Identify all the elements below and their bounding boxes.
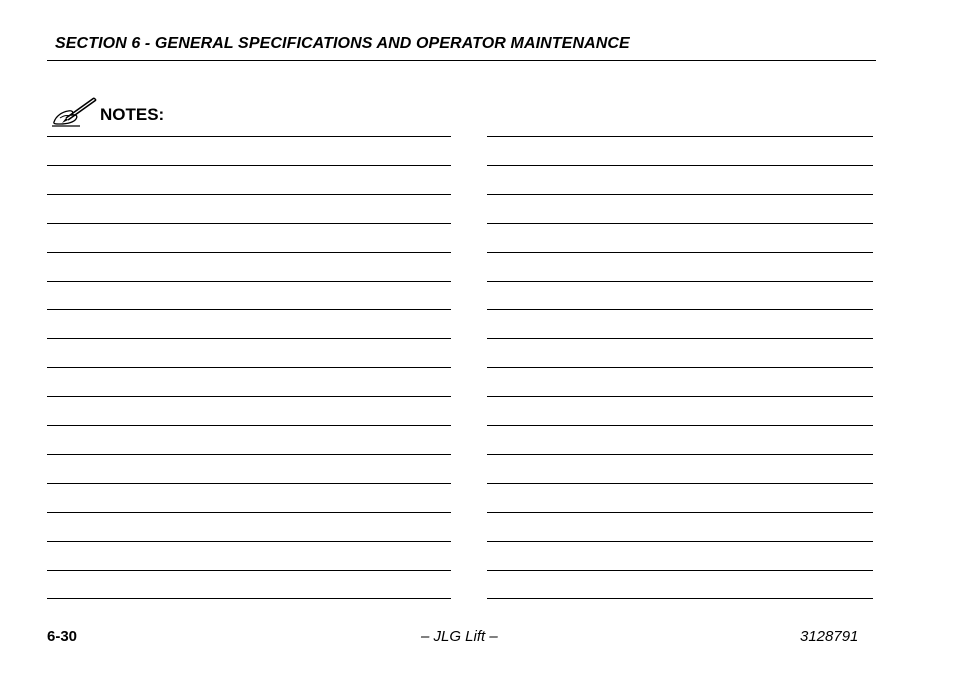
note-line-right bbox=[487, 425, 873, 426]
note-line-left bbox=[47, 541, 451, 542]
note-line-left bbox=[47, 223, 451, 224]
document-number: 3128791 bbox=[800, 628, 859, 645]
note-line-left bbox=[47, 136, 451, 137]
note-line-left bbox=[47, 512, 451, 513]
note-line-left bbox=[47, 252, 451, 253]
note-line-left bbox=[47, 165, 451, 166]
note-line-left bbox=[47, 281, 451, 282]
note-line-left bbox=[47, 483, 451, 484]
note-line-right bbox=[487, 570, 873, 571]
note-line-right bbox=[487, 396, 873, 397]
notes-title: NOTES: bbox=[100, 105, 165, 124]
note-line-left bbox=[47, 194, 451, 195]
note-line-left bbox=[47, 338, 451, 339]
note-line-left bbox=[47, 396, 451, 397]
note-line-left bbox=[47, 367, 451, 368]
page-number: 6-30 bbox=[47, 628, 78, 645]
note-line-right bbox=[487, 281, 873, 282]
note-line-right bbox=[487, 338, 873, 339]
note-line-left bbox=[47, 570, 451, 571]
note-line-right bbox=[487, 367, 873, 368]
note-line-right bbox=[487, 223, 873, 224]
note-line-right bbox=[487, 598, 873, 599]
footer-center-text: – JLG Lift – bbox=[421, 628, 498, 645]
pen-writing-icon bbox=[50, 96, 98, 128]
note-line-left bbox=[47, 454, 451, 455]
note-line-right bbox=[487, 252, 873, 253]
note-line-right bbox=[487, 309, 873, 310]
section-title: SECTION 6 - GENERAL SPECIFICATIONS AND OPERATOR MAINTENANCE bbox=[55, 35, 630, 52]
header-divider bbox=[47, 60, 876, 61]
note-line-right bbox=[487, 136, 873, 137]
note-line-right bbox=[487, 165, 873, 166]
note-line-right bbox=[487, 541, 873, 542]
note-line-left bbox=[47, 598, 451, 599]
note-line-right bbox=[487, 483, 873, 484]
note-line-left bbox=[47, 425, 451, 426]
note-line-left bbox=[47, 309, 451, 310]
note-line-right bbox=[487, 194, 873, 195]
note-line-right bbox=[487, 512, 873, 513]
note-line-right bbox=[487, 454, 873, 455]
